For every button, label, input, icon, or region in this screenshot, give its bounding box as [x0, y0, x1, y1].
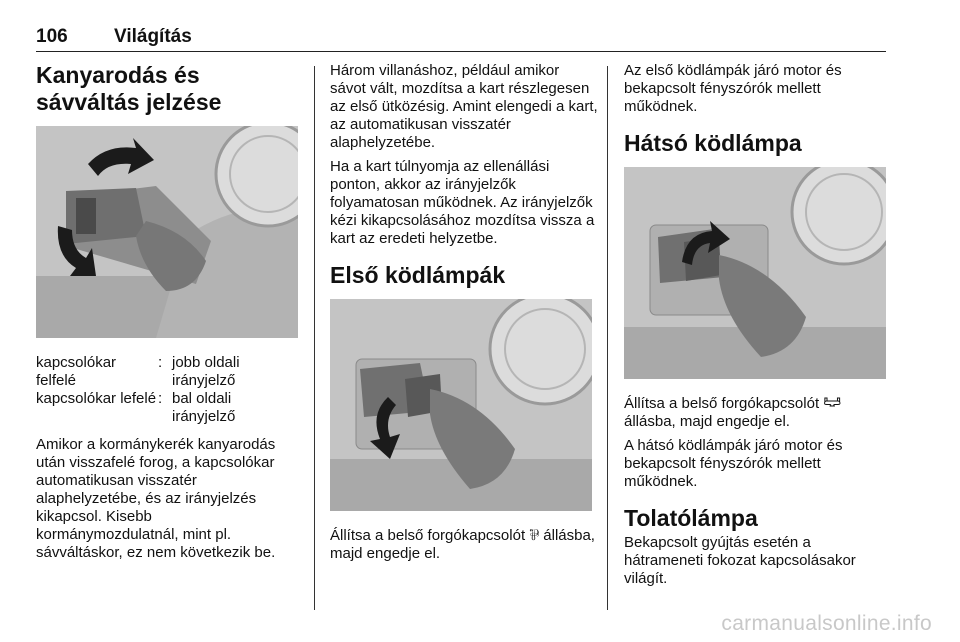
section-title-reversing-light: Tolatólámpa — [624, 505, 758, 531]
front-fog-switch-illustration — [330, 299, 592, 511]
rear-fog-switch-illustration — [624, 167, 886, 379]
column-1 — [36, 62, 298, 568]
rear-fog-operation-paragraph: A hátsó ködlámpák járó motor és bekapcsolt fényszórók mellett működnek. — [624, 437, 843, 490]
rear-fog-instruction: Állítsa a belső forgókapcsolót 𐃟 állásba, majd engedje el. — [624, 395, 842, 430]
definition-row — [36, 390, 298, 426]
turn-signal-paragraph: Amikor a kormánykerék kanyarodás után visszafelé forog, a kapcsolókar automatikusan visszatér alaphelyzetébe, és az irányjelzés kikapcsol. Kisebb kormánymozdulatnál, mint pl. sávváltáskor, ez nem következik be. — [36, 436, 276, 561]
definition-row — [36, 354, 298, 390]
column-divider — [607, 66, 608, 610]
section-title-front-fog: Első ködlámpák — [330, 262, 506, 288]
turn-signal-lever-illustration — [36, 126, 298, 338]
definition-description: jobb oldali irányjelző — [172, 354, 240, 389]
column-2 — [330, 62, 598, 569]
continuous-signal-paragraph: Ha a kart túlnyomja az ellenállási ponton, akkor az irányjelzők folyamatosan működnek. Az irányjelzők kézi kikapcsolásához mozdítsa vissza a kart az eredeti helyzetbe. — [330, 158, 595, 247]
definition-term: kapcsolókar lefelé — [36, 390, 157, 407]
definition-separator: : — [158, 354, 163, 371]
turn-signal-lever-drawing — [36, 126, 298, 338]
page-header — [36, 26, 886, 52]
definition-term: kapcsolókar felfelé — [36, 354, 117, 389]
front-fog-operation-paragraph: Az első ködlámpák járó motor és bekapcsolt fényszórók mellett működnek. — [624, 62, 842, 115]
section-title-rear-fog: Hátsó ködlámpa — [624, 130, 802, 156]
column-divider — [314, 66, 315, 610]
definition-description: bal oldali irányjelző — [172, 390, 236, 425]
chapter-title: Világítás — [114, 26, 192, 47]
front-fog-instruction: Állítsa a belső forgókapcsolót ⅌ állásba, majd engedje el. — [330, 527, 595, 562]
definition-separator: : — [158, 390, 163, 407]
column-3 — [624, 62, 888, 594]
section-title-turn-signals: Kanyarodás és sávváltás jelzése — [36, 62, 222, 115]
lever-definition-list — [36, 354, 298, 426]
reversing-light-paragraph: Bekapcsolt gyújtás esetén a hátrameneti fokozat kapcsolásakor világít. — [624, 534, 856, 587]
three-flash-paragraph: Három villanáshoz, például amikor sávot vált, mozdítsa a kart részlegesen az első ütközésig. Amint elengedi a kart, az automatikusan visszatér alaphelyzetébe. — [330, 62, 598, 151]
front-fog-switch-drawing — [330, 299, 592, 511]
page-number: 106 — [36, 26, 68, 47]
watermark: carmanualsonline.info — [721, 612, 932, 635]
rear-fog-switch-drawing — [624, 167, 886, 379]
